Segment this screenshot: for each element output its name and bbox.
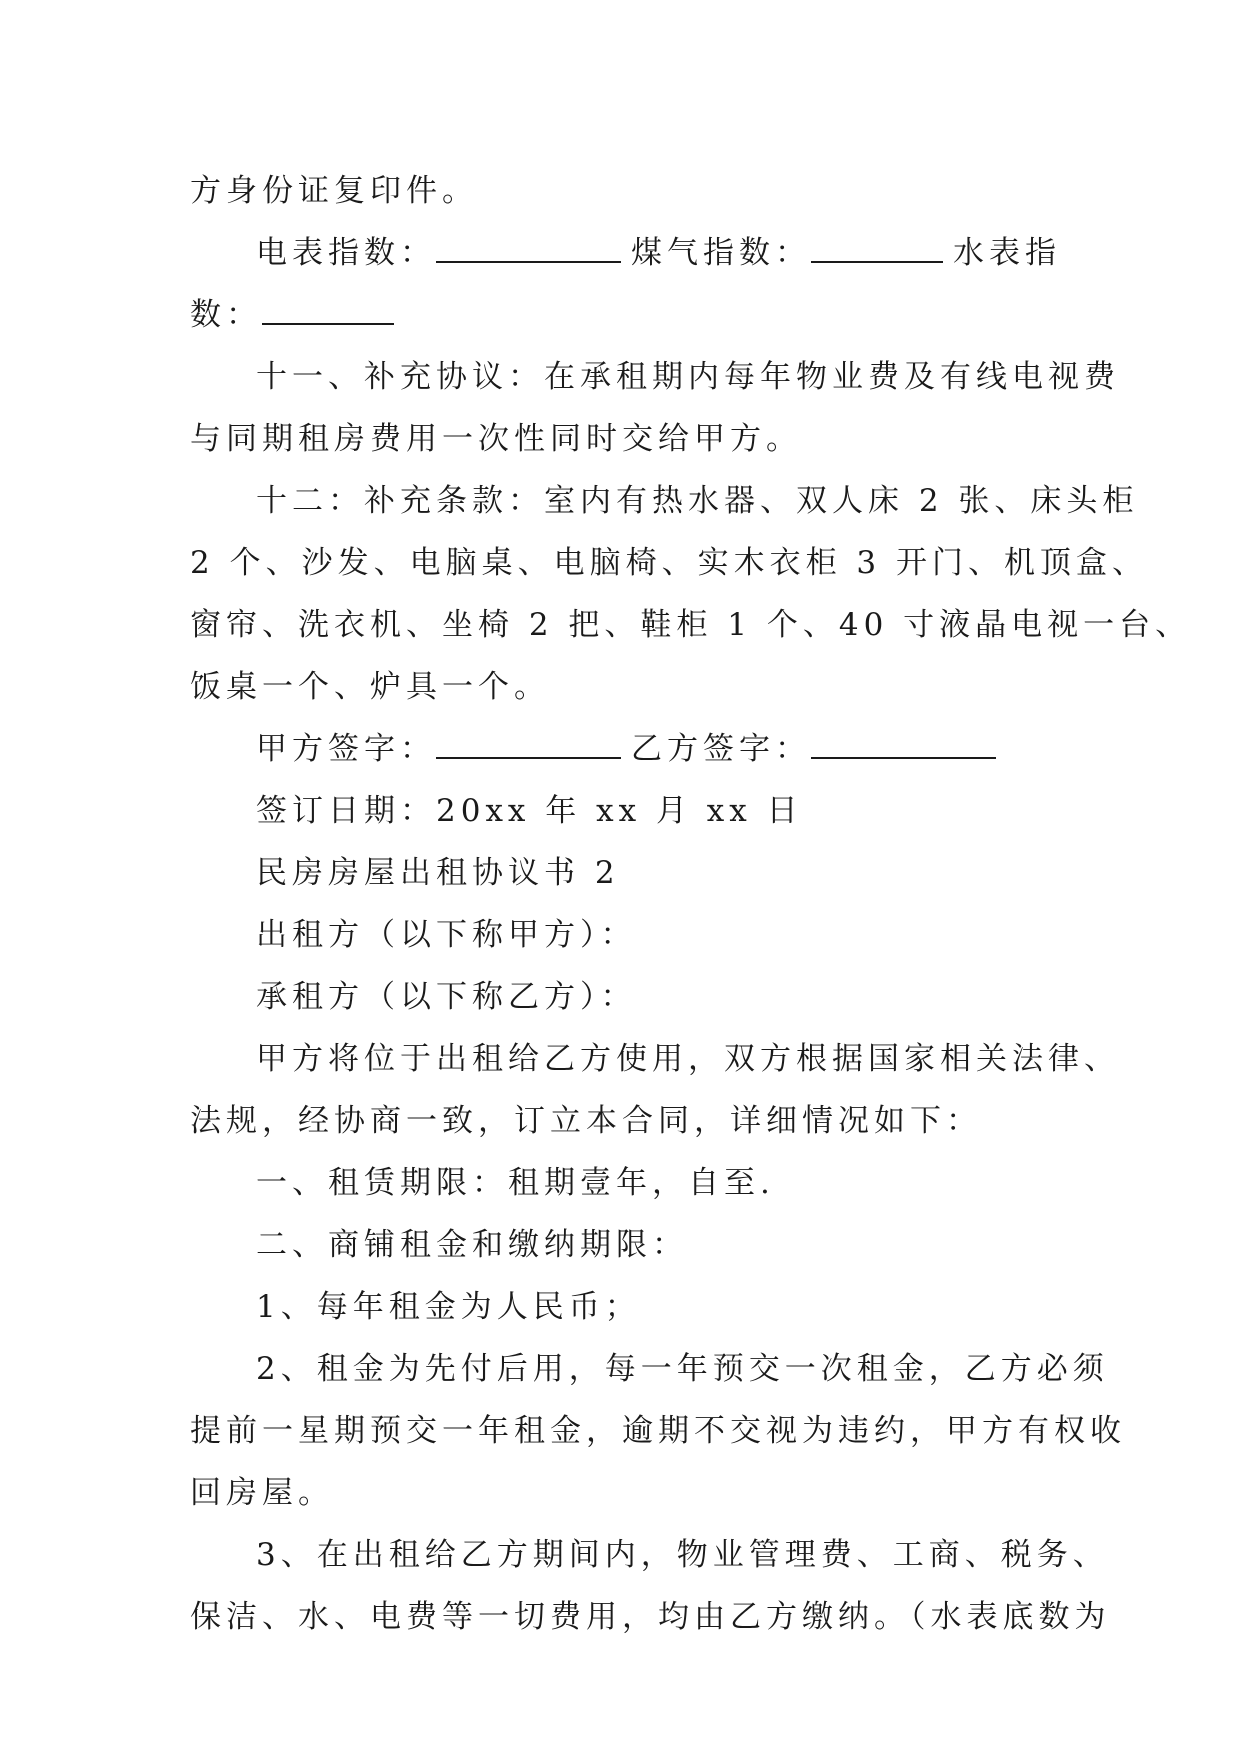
text-line: 十一、补充协议：在承租期内每年物业费及有线电视费	[256, 359, 1120, 395]
party-a-signature-label: 甲方签字：	[256, 731, 436, 767]
text-line: 二、商铺租金和缴纳期限：	[256, 1227, 688, 1263]
text-line: 法规，经协商一致，订立本合同，详细情况如下：	[190, 1103, 982, 1139]
text-line: 保洁、水、电费等一切费用，均由乙方缴纳。（水表底数为	[190, 1599, 1111, 1635]
gas-meter-blank[interactable]	[811, 231, 943, 263]
text-line: 2、租金为先付后用，每一年预交一次租金，乙方必须	[256, 1351, 1109, 1387]
party-b-signature-blank[interactable]	[811, 727, 996, 759]
text-line: 数：	[190, 297, 262, 333]
text-line: 窗帘、洗衣机、坐椅 2 把、鞋柜 1 个、40 寸液晶电视一台、	[190, 607, 1192, 643]
meter-readings-line	[190, 222, 1070, 284]
text-line: 饭桌一个、炉具一个。	[190, 669, 550, 705]
text-line: 甲方将位于出租给乙方使用，双方根据国家相关法律、	[256, 1041, 1120, 1077]
lessor-line: 出租方（以下称甲方）：	[256, 917, 637, 953]
text-line: 3、在出租给乙方期间内，物业管理费、工商、税务、	[256, 1537, 1109, 1573]
text-line: 2 个、沙发、电脑桌、电脑椅、实木衣柜 3 开门、机顶盒、	[190, 545, 1149, 581]
text-line: 与同期租房费用一次性同时交给甲方。	[190, 421, 802, 457]
section-title: 民房房屋出租协议书 2	[256, 855, 620, 891]
party-b-signature-label: 乙方签字：	[631, 731, 811, 767]
gas-meter-label: 煤气指数：	[631, 235, 811, 271]
text-line: 一、租赁期限：租期壹年，自至.	[256, 1165, 775, 1201]
lessee-line: 承租方（以下称乙方）：	[256, 979, 637, 1015]
signing-date: 签订日期：20xx 年 xx 月 xx 日	[256, 793, 803, 829]
water-meter-blank[interactable]	[262, 293, 394, 325]
document-page	[190, 160, 1192, 1648]
party-a-signature-blank[interactable]	[436, 727, 621, 759]
electric-meter-label: 电表指数：	[256, 235, 436, 271]
text-line: 提前一星期预交一年租金，逾期不交视为违约，甲方有权收	[190, 1413, 1126, 1449]
text-line: 回房屋。	[190, 1475, 334, 1511]
text-line: 1、每年租金为人民币；	[256, 1289, 641, 1325]
text-line: 方身份证复印件。	[190, 173, 478, 209]
water-meter-label: 水表指	[953, 235, 1061, 271]
signature-line	[190, 718, 1070, 780]
text-line: 十二：补充条款：室内有热水器、双人床 2 张、床头柜	[256, 483, 1139, 519]
electric-meter-blank[interactable]	[436, 231, 621, 263]
meter-readings-line-cont	[190, 284, 1070, 346]
